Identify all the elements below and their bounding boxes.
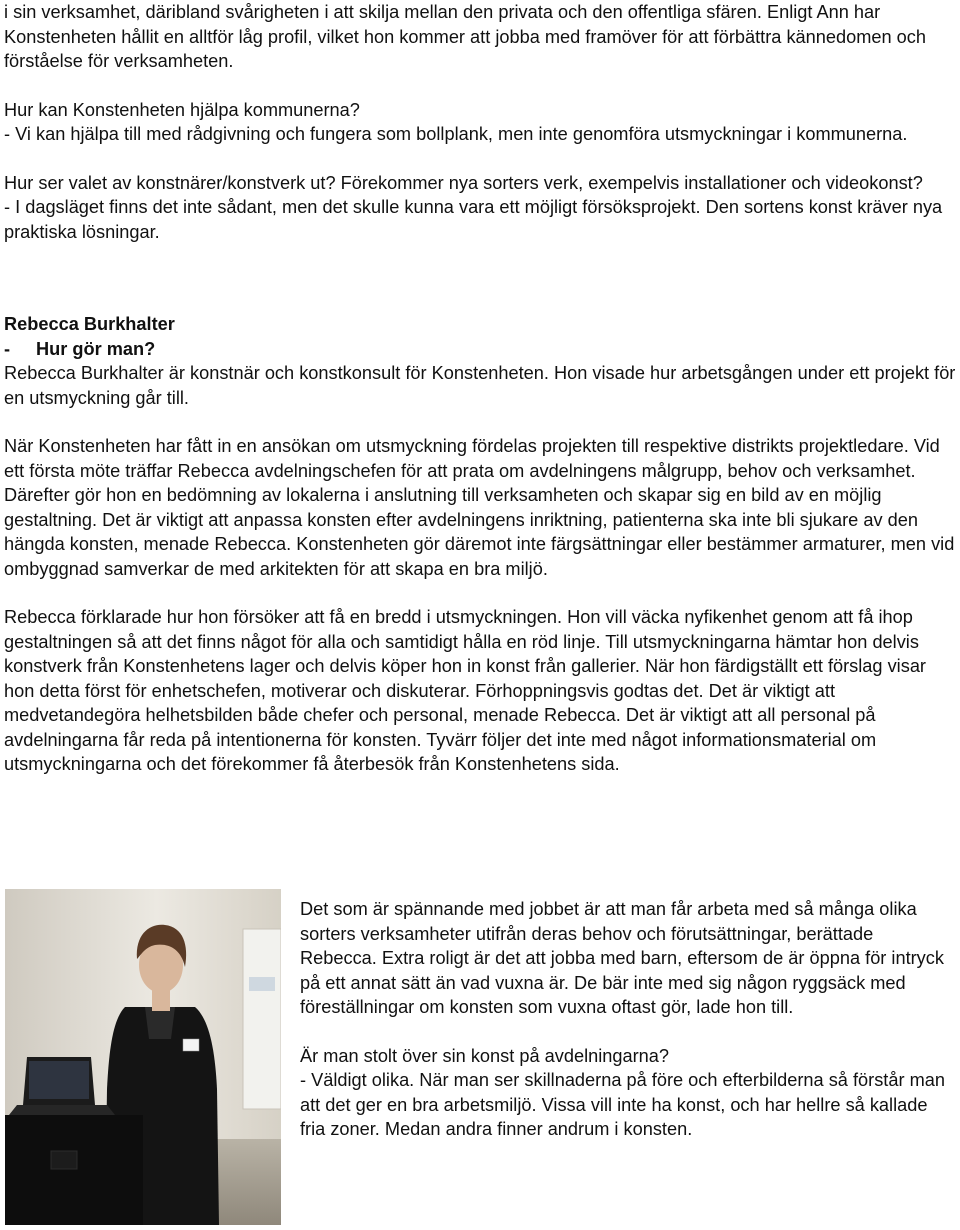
projection-screen (243, 929, 281, 1109)
section-paragraph-1: Rebecca Burkhalter är konstnär och konstkonsult för Konstenheten. Hon visade hur arbetsgången under ett projekt för en utsmyckning går till. (4, 363, 956, 408)
qa-question-1: Hur kan Konstenheten hjälpa kommunerna? (4, 99, 360, 120)
subheading-text: Hur gör man? (36, 338, 156, 359)
document-page (4, 0, 958, 777)
speaker-collar (145, 1007, 175, 1039)
name-badge (183, 1039, 199, 1051)
qa-question-2: Hur ser valet av konstnärer/konstverk ut? Förekommer nya sorters verk, exempelvis installationer och videokonst? (4, 172, 923, 193)
laptop-display (29, 1061, 89, 1099)
podium (5, 1115, 143, 1225)
qa-answer-1: - Vi kan hjälpa till med rådgivning och fungera som bollplank, men inte genomföra utsmyckningar i kommunerna. (4, 124, 908, 144)
screen-slide-detail (249, 977, 275, 991)
speaker-photo-illustration (5, 889, 281, 1225)
side-answer: - Väldigt olika. När man ser skillnaderna på före och efterbilderna så förstår man att det ger en bra arbetsmiljö. Vissa vill inte ha konst, och har hellre så kallade fria zoner. Medan andra finner andrum i konsten. (300, 1070, 945, 1139)
side-paragraph: Det som är spännande med jobbet är att man får arbeta med så många olika sorters verksamheter utifrån deras behov och förutsättningar, berättade Rebecca. Extra roligt är det att jobba med barn, eftersom de är öppna för intryck på ett annat sätt än vad vuxna är. De bär inte med sig någon ryggsäck med föreställningar om konsten som vuxna oftast gör, lade hon till. (300, 899, 944, 1017)
side-question: Är man stolt över sin konst på avdelningarna? (300, 1045, 670, 1066)
section-paragraph-2: När Konstenheten har fått in en ansökan om utsmyckning fördelas projekten till respektive distrikts projektledare. Vid ett första möte träffar Rebecca avdelningschefen för att prata om avdelningens målgrupp, behov och verksamhet. Därefter gör hon en bedömning av lokalerna i anslutning till verksamheten och skapar sig en bild av en möjlig gestaltning. Det är viktigt att anpassa konsten efter avdelningens inriktning, patienterna ska inte bli sjukare av den hängda konsten, menade Rebecca. Konstenheten gör däremot inte färgsättningar eller bestämmer armaturer, men vid ombyggnad samverkar de med arkitekten för att skapa en bra miljö. (4, 436, 955, 579)
subheading-dash: - (4, 338, 11, 359)
section-heading: Rebecca Burkhalter (4, 314, 175, 334)
section-subheading (4, 337, 958, 362)
section-paragraph-3: Rebecca förklarade hur hon försöker att få en bredd i utsmyckningen. Hon vill väcka nyfikenhet genom att få ihop gestaltningen så att det finns något för alla och samtidigt hålla en röd linje. Till utsmyckningarna hämtar hon delvis konstverk från Konstenhetens lager och delvis köper hon in konst från gallerier. När hon färdigställt ett förslag visar hon detta först för enhetschefen, motiverar och diskuterar. Förhoppningsvis godtas det. Det är viktigt att medvetandegöra helhetsbilden både chefer och personal, menade Rebecca. Det är viktigt att all personal på avdelningarna får reda på intentionerna för konsten. Tyvärr följer det inte med något informationsmaterial om utsmyckningarna och det förekommer få återbesök från Konstenhetens sida. (4, 607, 926, 774)
side-column (300, 897, 955, 1142)
speaker-photo (5, 889, 281, 1225)
laptop-base (9, 1105, 115, 1115)
intro-paragraph: i sin verksamhet, däribland svårigheten i att skilja mellan den privata och den offentliga sfären. Enligt Ann har Konstenheten hållit en alltför låg profil, vilket hon kommer att jobba med framöver för att förbättra kännedomen och förståelse för verksamheten. (4, 2, 926, 71)
qa-answer-2: - I dagsläget finns det inte sådant, men det skulle kunna vara ett möjligt försöksprojekt. Den sortens konst kräver nya praktiska lösningar. (4, 197, 943, 242)
podium-panel (51, 1151, 77, 1169)
